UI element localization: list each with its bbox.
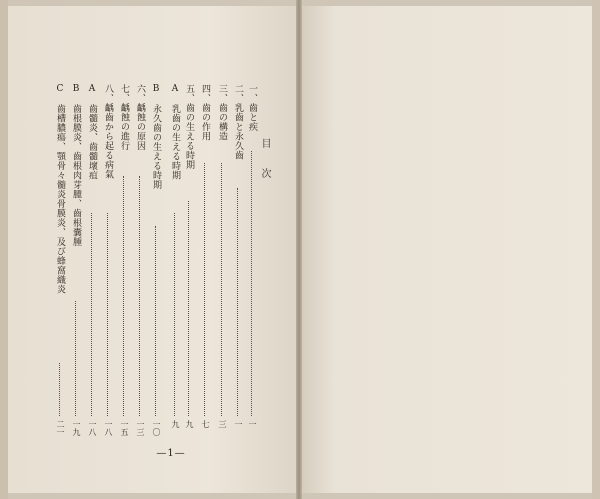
book-gutter xyxy=(296,0,302,499)
toc-entry-label: A 乳齒の生える時期 xyxy=(170,84,180,180)
toc-leader xyxy=(91,213,92,416)
toc-entry xyxy=(86,84,98,180)
toc-entry-page: 一 xyxy=(248,420,257,428)
toc-leader xyxy=(75,301,76,417)
toc-entry-page: 一五 xyxy=(120,420,129,436)
toc-entry-label: 一、齒と疾 xyxy=(247,84,257,132)
toc-entry-label: 二、乳齒と永久齒 xyxy=(233,84,243,160)
toc-entry-page: 一八 xyxy=(88,420,97,436)
toc-leader xyxy=(174,213,175,416)
toc-entry-page: 二一 xyxy=(56,420,65,436)
toc-leader xyxy=(59,363,60,416)
toc-entry xyxy=(216,84,228,141)
toc-leader xyxy=(123,176,124,417)
toc-leader xyxy=(107,213,108,416)
toc-entry-label: 八、齲齒から起る病氣 xyxy=(103,84,113,179)
toc-entry-label: 六、齲蝕の原因 xyxy=(135,84,145,151)
toc-heading: 目次 xyxy=(259,138,270,198)
toc-entry xyxy=(54,84,66,294)
toc-entry-page: 一三 xyxy=(136,420,145,436)
right-page-edge xyxy=(592,0,600,499)
toc-leader xyxy=(155,226,156,417)
toc-leader xyxy=(188,201,189,417)
toc-entry-page: 七 xyxy=(201,420,210,428)
toc-entry xyxy=(70,84,82,247)
toc-entry-label: B 齒根膜炎、齒根肉芽腫、齒根囊腫 xyxy=(71,84,81,247)
toc-entry-label: A 齒髓炎、齒髓壞疽 xyxy=(87,84,97,180)
toc-entry-label: 五、齒の生える時期 xyxy=(184,84,194,170)
toc-entry-page: 一九 xyxy=(72,420,81,436)
toc-entry xyxy=(118,84,130,151)
page-number: —1— xyxy=(156,448,186,459)
toc-entry-page: 九 xyxy=(185,420,194,428)
toc-leader xyxy=(251,151,252,417)
toc-entry-page: 一〇 xyxy=(152,420,161,436)
toc-leader xyxy=(221,163,222,416)
toc-entry xyxy=(199,84,211,141)
left-page-edge xyxy=(0,0,8,499)
toc-entry-page: 一 xyxy=(234,420,243,428)
toc-entry-label: 三、齒の構造 xyxy=(217,84,227,141)
right-page xyxy=(300,6,592,493)
toc-entry xyxy=(169,84,181,180)
toc-entry-page: 三 xyxy=(218,420,227,428)
toc-leader xyxy=(204,163,205,416)
toc-leader xyxy=(139,176,140,417)
toc-entry-label: 四、齒の作用 xyxy=(200,84,210,141)
toc-entry xyxy=(183,84,195,170)
toc-entry-page: 九 xyxy=(171,420,180,428)
toc-entry xyxy=(102,84,114,179)
toc-entry-page: 一八 xyxy=(104,420,113,436)
toc-entry-label: C 齒槽膿瘍、顎骨々髓炎骨膜炎、及び蜂窩織炎 xyxy=(55,84,65,294)
toc-entry-label: 七、齲蝕の進行 xyxy=(119,84,129,151)
toc-entry xyxy=(246,84,258,132)
toc-entry xyxy=(232,84,244,160)
toc-entry xyxy=(134,84,146,151)
toc-entry xyxy=(150,84,162,190)
toc-entry-label: B 永久齒の生える時期 xyxy=(151,84,161,190)
toc-leader xyxy=(237,188,238,416)
